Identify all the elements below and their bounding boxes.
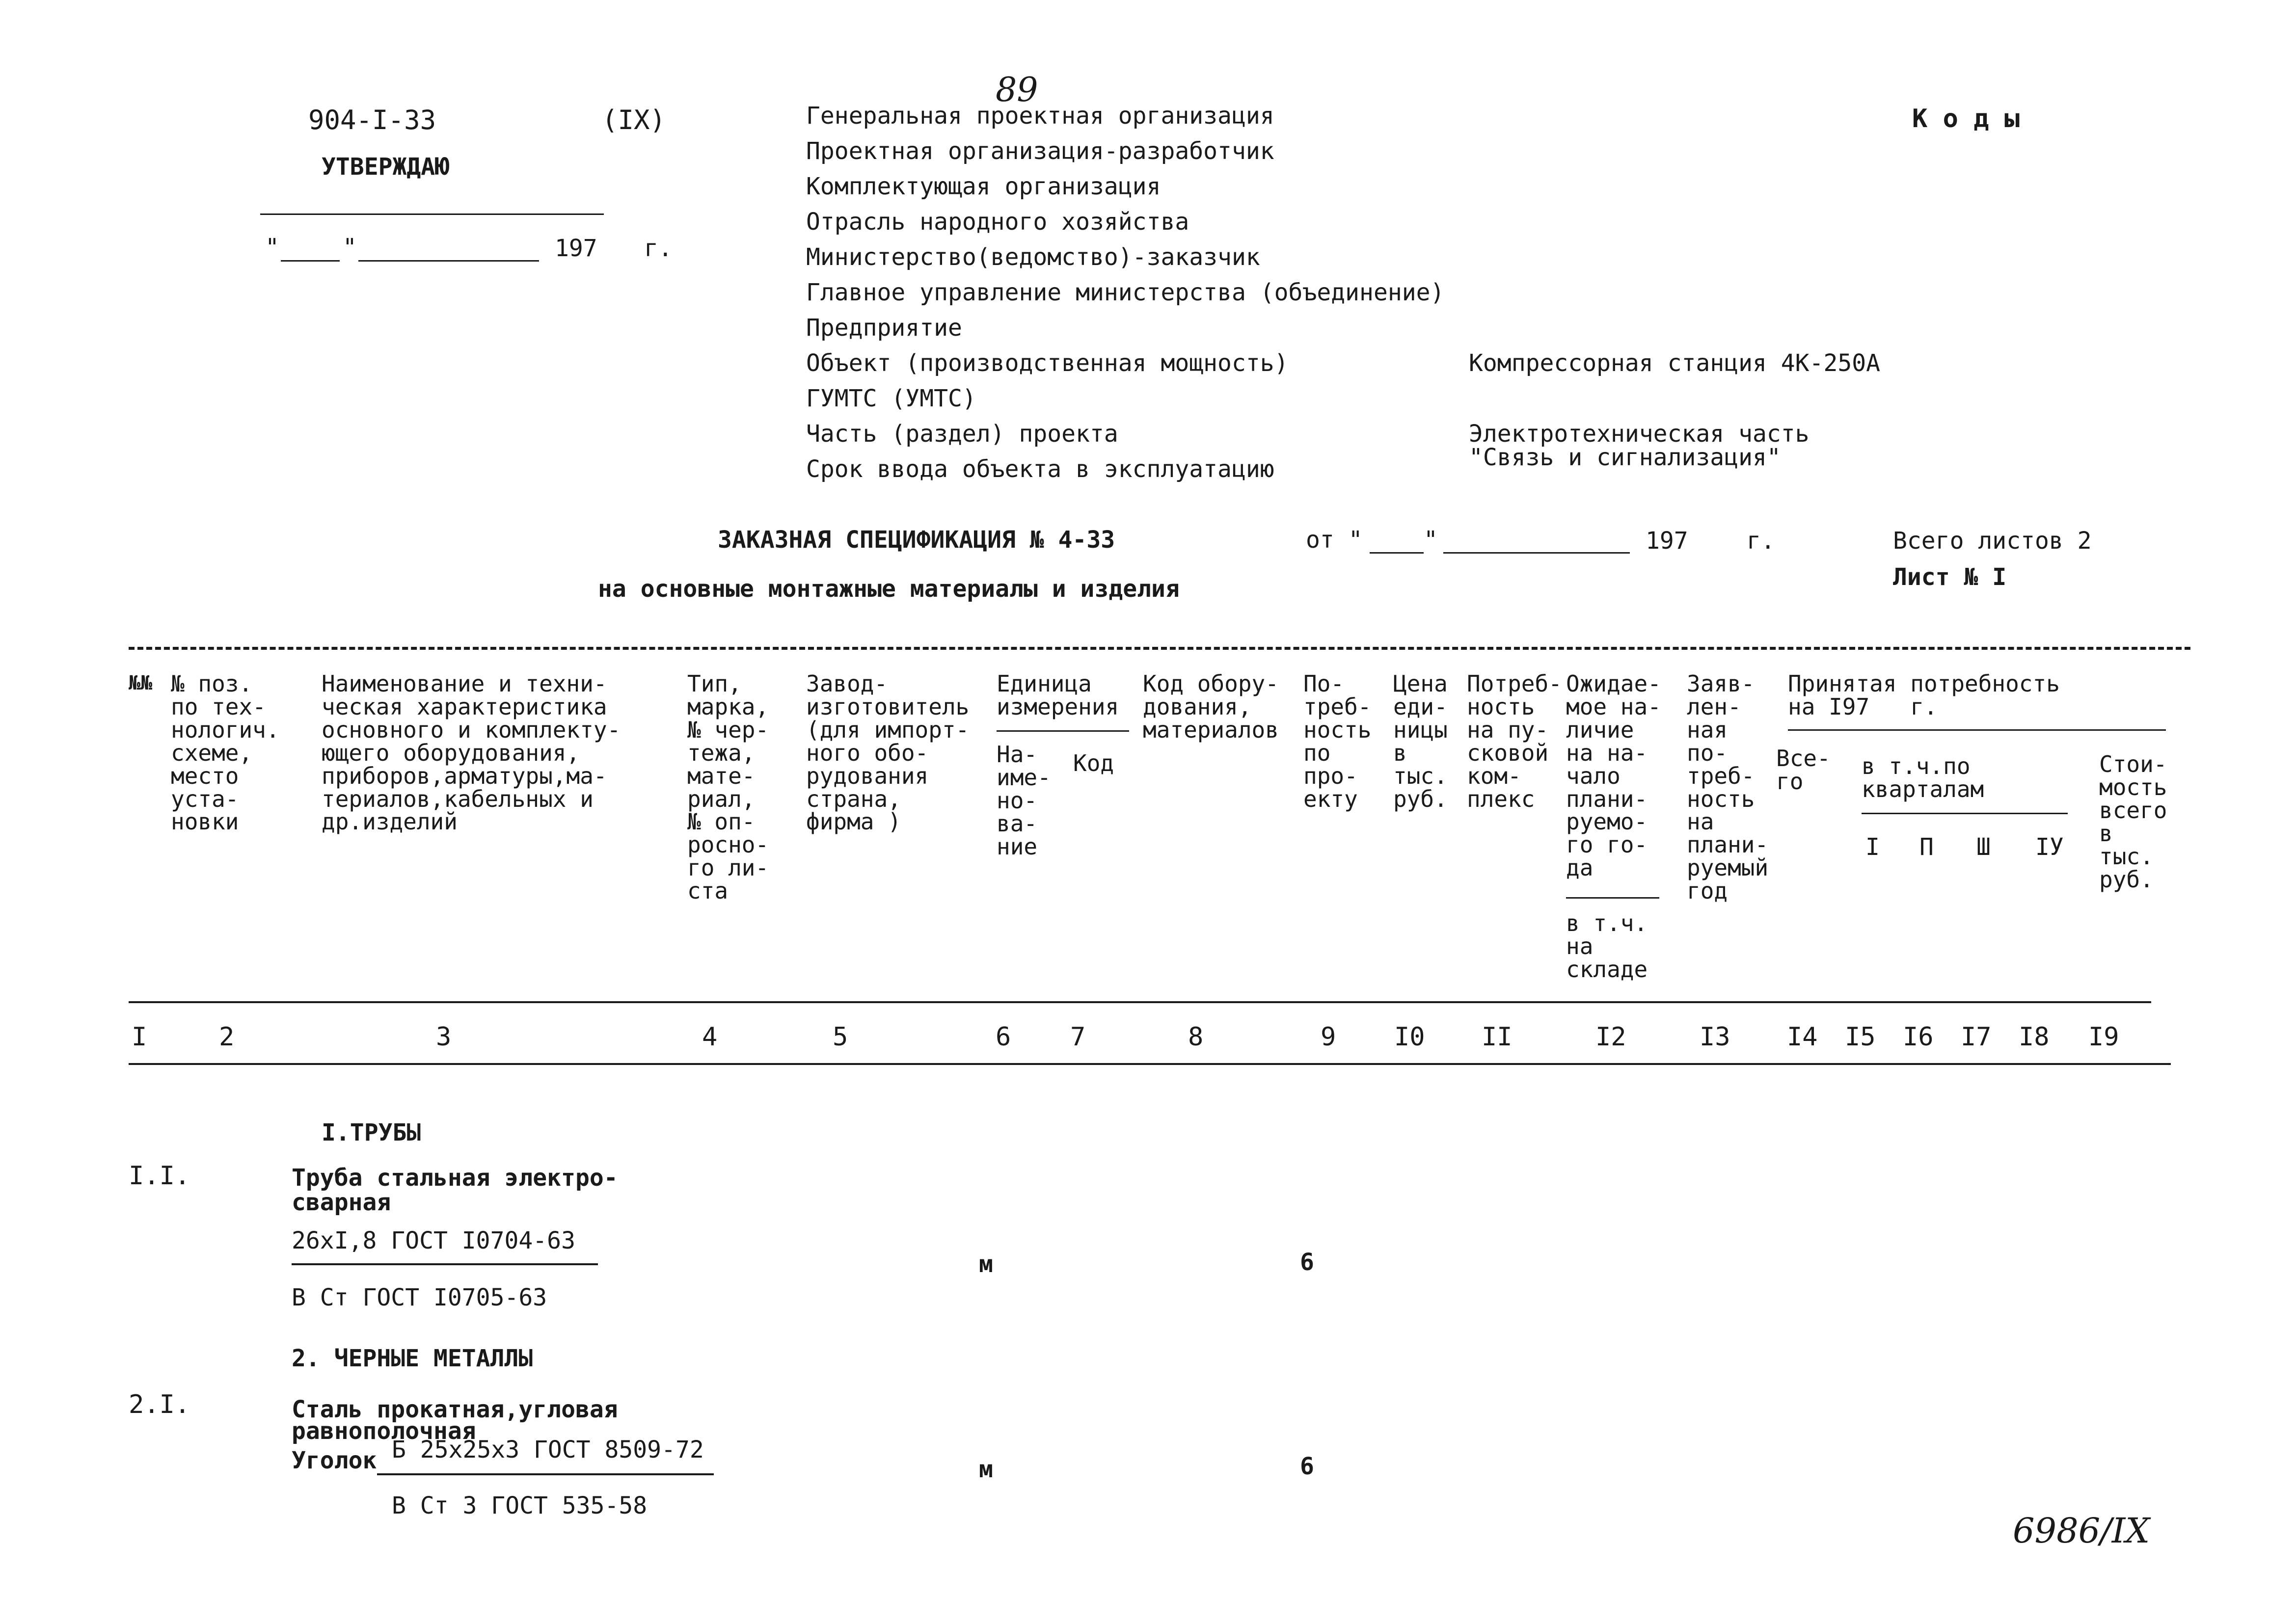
row-spec: Б 25х25х3 ГОСТ 8509-72: [392, 1436, 704, 1463]
doc-code: 904-I-33: [308, 105, 436, 135]
header-unit: Единица измерения: [997, 670, 1119, 720]
spec-from-quote: ": [1424, 526, 1438, 554]
header-type: Тип, марка, № чер- тежа, мате- риал, № оп- росно- го ли- ста: [687, 670, 769, 905]
row-name-line2: сварная: [292, 1189, 391, 1216]
row-prefix: Уголок: [292, 1447, 377, 1474]
approve-g: г.: [644, 235, 673, 262]
header-q2: П: [1919, 833, 1934, 861]
spec-from: от ": [1306, 526, 1363, 554]
header-q1: I: [1865, 833, 1880, 861]
header-project-need: По- треб- ность по про- екту: [1303, 670, 1372, 812]
col-number: 6: [996, 1022, 1011, 1052]
spec-title: ЗАКАЗНАЯ СПЕЦИФИКАЦИЯ № 4-33: [718, 526, 1115, 554]
col-number: I2: [1595, 1022, 1626, 1052]
spec-g: г.: [1747, 527, 1775, 555]
row-unit: м: [979, 1456, 993, 1483]
org-line: Предприятие: [806, 314, 962, 342]
spec-month-line: [1443, 552, 1630, 554]
header-row-number: №№: [129, 672, 153, 694]
col-number: I5: [1845, 1022, 1876, 1052]
col-number: 5: [833, 1022, 848, 1052]
col-number: 2: [219, 1022, 235, 1052]
row-material: В Ст ГОСТ I0705-63: [292, 1284, 547, 1311]
col-number: I8: [2019, 1022, 2050, 1052]
unit-divider: [997, 730, 1129, 732]
object-value: Компрессорная станция 4К-250А: [1469, 349, 1881, 377]
spec-year: 197: [1646, 527, 1688, 555]
col-number: I7: [1961, 1022, 1992, 1052]
col-number: 9: [1321, 1022, 1336, 1052]
approve-month-line: [358, 260, 539, 262]
col-number: I: [132, 1022, 147, 1052]
org-line: Министерство(ведомство)-заказчик: [806, 243, 1260, 271]
colnum-top-rule: [129, 1001, 2151, 1003]
spec-subtitle: на основные монтажные материалы и изделия: [598, 575, 1180, 603]
org-line: Проектная организация-разработчик: [806, 137, 1274, 165]
approve-signature-line: [260, 213, 604, 215]
header-total: Все- го: [1776, 745, 1831, 795]
row-qty: 6: [1300, 1453, 1314, 1480]
header-declared: Заяв- лен- ная по- треб- ность на плани- руемый год: [1687, 670, 1769, 905]
header-in-stock: в т.ч. на складе: [1566, 910, 1648, 983]
col-number: 7: [1070, 1022, 1086, 1052]
org-line: ГУМТС (УМТС): [806, 385, 976, 412]
col-number: I0: [1394, 1022, 1425, 1052]
header-name: Наименование и техни- ческая характеристика основного и комплекту- ющего оборудования, приборов,арматуры,ма- териалов,кабельных и др.изделий: [322, 670, 621, 835]
org-line: Объект (производственная мощность): [806, 349, 1289, 377]
row-name-line2: равнополочная: [292, 1417, 476, 1445]
org-line: Главное управление министерства (объединение): [806, 279, 1445, 306]
header-accepted: Принятая потребность на I97 г.: [1788, 670, 2060, 720]
org-line: Срок ввода объекта в эксплуатацию: [806, 455, 1274, 483]
accepted-divider: [1788, 729, 2166, 731]
row-number: 2.I.: [129, 1390, 190, 1419]
col-number: I6: [1903, 1022, 1934, 1052]
header-unit-price: Цена еди- ницы в тыс. руб.: [1393, 670, 1448, 812]
table-top-rule: [129, 647, 2190, 650]
header-position: № поз. по тех- нологич. схеме, место уста- новки: [171, 670, 280, 835]
row-unit: м: [979, 1251, 993, 1278]
section-ferrous-metals: 2. ЧЕРНЫЕ МЕТАЛЛЫ: [292, 1345, 533, 1372]
header-cost: Стои- мость всего в тыс. руб.: [2099, 751, 2167, 893]
footer-code: 6986/IX: [2013, 1511, 2150, 1551]
col-number: 8: [1188, 1022, 1204, 1052]
col-number: I9: [2088, 1022, 2119, 1052]
approve-label: УТВЕРЖДАЮ: [322, 153, 450, 181]
codes-label: К о д ы: [1912, 104, 2020, 133]
quarters-divider: [1862, 813, 2068, 814]
header-equipment-code: Код обору- дования, материалов: [1143, 670, 1279, 743]
sheet-number: Лист № I: [1893, 563, 2007, 591]
org-line: Генеральная проектная организация: [806, 102, 1274, 130]
row-material: В Ст 3 ГОСТ 535-58: [392, 1492, 648, 1519]
header-expected: Ожидае- мое на- личие на на- чало плани- руемо- го го- да: [1566, 670, 1661, 881]
header-q4: IУ: [2035, 833, 2064, 861]
row-name-line1: Труба стальная электро-: [292, 1164, 618, 1192]
part-value-2: "Связь и сигнализация": [1469, 444, 1781, 471]
approve-year: 197: [555, 235, 597, 262]
expected-divider: [1566, 897, 1659, 899]
section-pipes: I.ТРУБЫ: [322, 1119, 421, 1146]
row-name-line1: Сталь прокатная,угловая: [292, 1396, 618, 1423]
col-number: I4: [1787, 1022, 1818, 1052]
header-q3: Ш: [1976, 833, 1991, 861]
approve-day-line: [281, 260, 340, 262]
org-line: Комплектующая организация: [806, 173, 1161, 200]
part-value-1: Электротехническая часть: [1469, 420, 1810, 448]
page-number: 89: [996, 71, 1038, 109]
col-number: I3: [1700, 1022, 1730, 1052]
row-spec-underline: [292, 1263, 598, 1265]
col-number: 4: [702, 1022, 718, 1052]
row-qty: 6: [1300, 1249, 1314, 1276]
total-sheets: Всего листов 2: [1893, 527, 2092, 555]
row-spec: 26хI,8 ГОСТ I0704-63: [292, 1227, 575, 1254]
col-number: 3: [436, 1022, 452, 1052]
spec-day-line: [1370, 552, 1424, 554]
row-spec-underline: [377, 1473, 714, 1475]
col-number: II: [1482, 1022, 1513, 1052]
org-line: Часть (раздел) проекта: [806, 420, 1118, 448]
row-number: I.I.: [129, 1161, 190, 1191]
header-quarters: в т.ч.по кварталам: [1862, 753, 1984, 802]
header-manufacturer: Завод- изготовитель (для импорт- ного обо- рудования страна, фирма ): [806, 670, 970, 835]
doc-roman: (IX): [602, 105, 666, 135]
header-unit-name: На- име- но- ва- ние: [997, 741, 1051, 860]
colnum-bottom-rule: [129, 1063, 2171, 1065]
org-line: Отрасль народного хозяйства: [806, 208, 1189, 236]
header-startup-need: Потреб- ность на пу- сковой ком- плекс: [1467, 670, 1562, 812]
approve-quote-open: ": [265, 234, 279, 261]
header-unit-code: Код: [1073, 750, 1114, 776]
approve-quote-close: ": [343, 234, 357, 261]
